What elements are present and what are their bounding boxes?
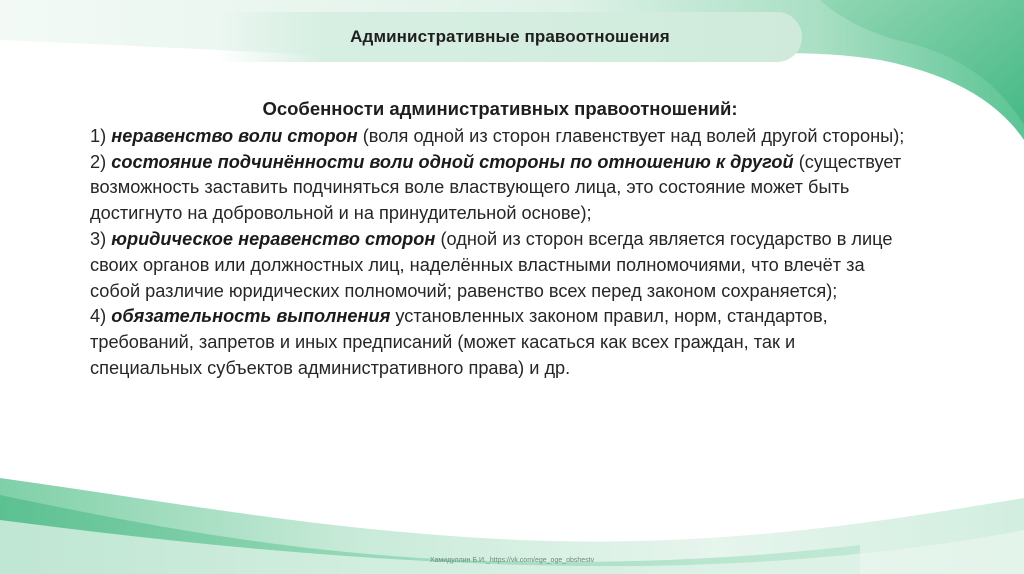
list-item	[90, 150, 910, 227]
list-item	[90, 124, 910, 150]
item-term: обязательность выполнения	[111, 306, 391, 327]
item-text: (воля одной из сторон главенствует над волей другой стороны);	[362, 125, 905, 146]
footer-credit: Хамидуллин Б.И._https://vk.com/ege_oge_obshestv	[429, 557, 595, 564]
content-heading: Особенности административных правоотношений:	[262, 98, 738, 119]
item-text: (существует возможность заставить подчиняться воле властвующего лица, это состояние может быть достигнуто на добровольной и на принудительной основе);	[90, 151, 902, 224]
item-term: состояние подчинённости воли одной стороны по отношению к другой	[111, 151, 794, 172]
list-item	[90, 304, 910, 381]
slide-content	[90, 96, 910, 382]
item-number: 1)	[90, 125, 107, 146]
slide-title: Административные правоотношения	[350, 27, 670, 46]
title-bar	[218, 12, 802, 62]
item-term: неравенство воли сторон	[111, 125, 358, 146]
item-term: юридическое неравенство сторон	[111, 228, 436, 249]
item-number: 4)	[90, 306, 107, 327]
list-item	[90, 227, 910, 304]
item-text: (одной из сторон всегда является государство в лице своих органов или должностных лиц, наделённых властными полномочиями, что влечёт за собой различие юридических полномочий; равенство всех перед законом сохраняется);	[90, 228, 893, 301]
item-number: 2)	[90, 151, 107, 172]
item-number: 3)	[90, 228, 107, 249]
item-text: установленных законом правил, норм, стандартов, требований, запретов и иных предписаний (может касаться как всех граждан, так и специальных субъектов административного права) и др.	[90, 306, 828, 378]
